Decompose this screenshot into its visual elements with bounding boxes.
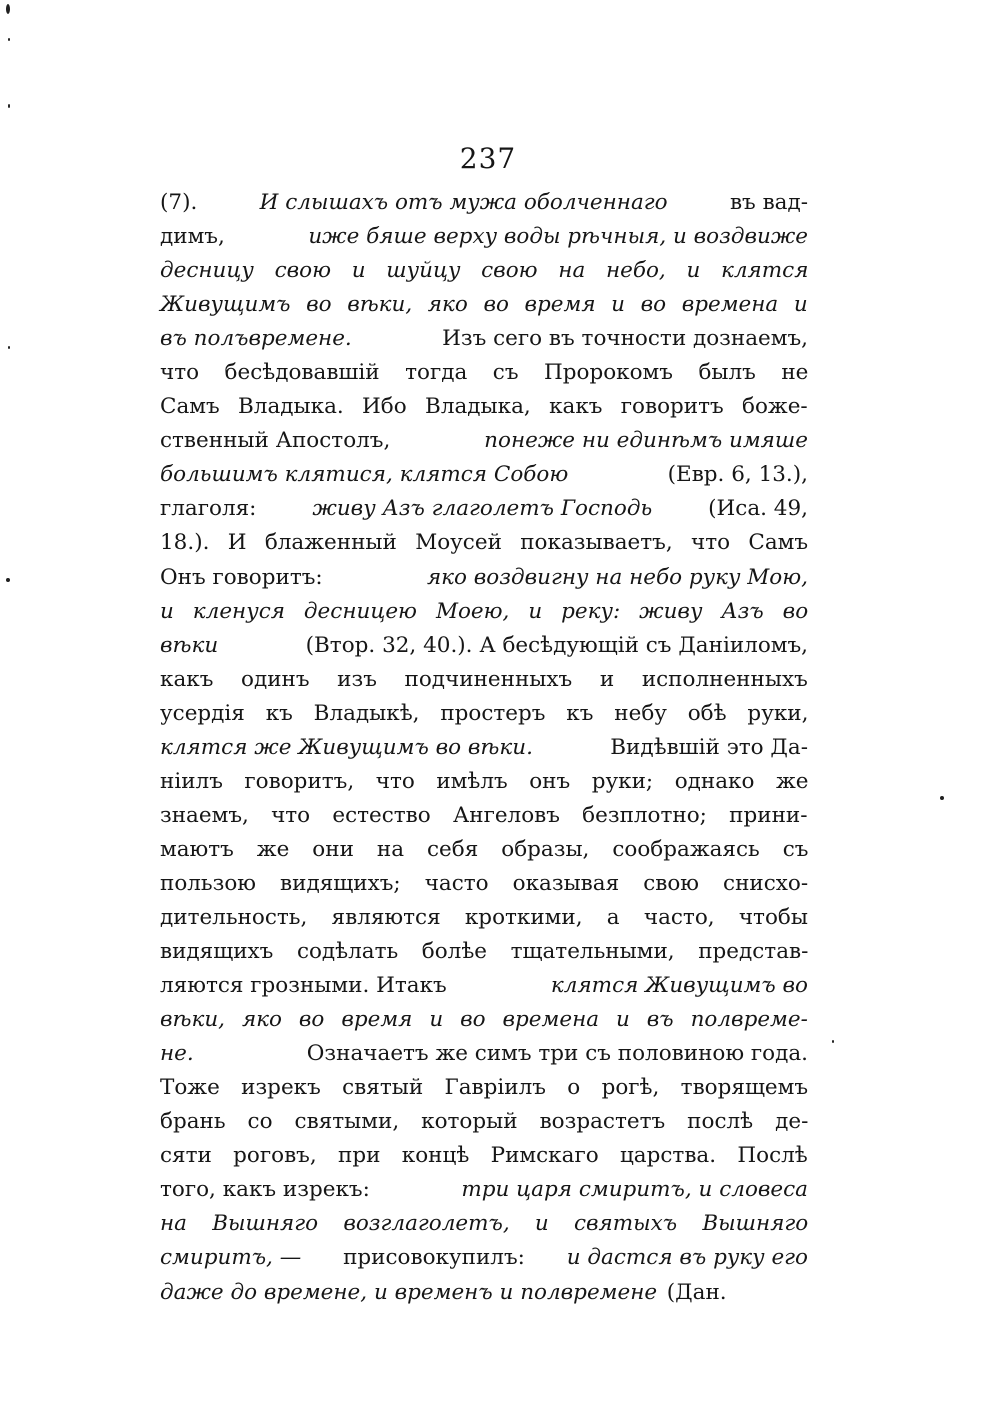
text-segment: (Евр. 6, 13.), xyxy=(667,462,808,488)
text-segment: дительность, являются кроткими, а часто, чтобы xyxy=(160,904,808,930)
italic-quote-segment: смиритъ, — xyxy=(160,1245,302,1271)
text-segment: (Дан. xyxy=(666,1279,727,1305)
text-segment: (Иса. 49, xyxy=(708,496,808,522)
text-segment: Означаетъ же симъ три съ половиною года. xyxy=(306,1041,808,1067)
text-line xyxy=(160,492,808,526)
text-segment: Онъ говоритъ: xyxy=(160,564,323,590)
scan-speck xyxy=(832,1040,834,1043)
text-segment: усердія къ Владыкѣ, простеръ къ небу обѣ руки, xyxy=(160,700,809,726)
italic-quote-segment: вѣки xyxy=(160,632,219,658)
text-line xyxy=(160,1276,808,1310)
scan-speck xyxy=(8,104,10,108)
italic-quote-segment: живу Азъ глаголетъ Господь xyxy=(312,496,653,522)
text-segment: видящихъ содѣлать болѣе тщательными, представ- xyxy=(160,939,809,965)
page-number: 237 xyxy=(459,142,517,175)
italic-quote-segment: иже бяше верху воды рѣчныя, и воздвиже xyxy=(308,224,808,250)
italic-quote-segment: яко воздвигну на небо руку Мою, xyxy=(426,564,808,590)
text-line xyxy=(160,186,808,220)
italic-quote-segment: большимъ клятися, клятся Собою xyxy=(160,462,569,488)
scan-speck xyxy=(940,796,944,800)
italic-quote-segment: въ полъвремене. xyxy=(160,326,352,352)
text-line xyxy=(160,833,808,867)
text-segment: какъ одинъ изъ подчиненныхъ и исполненныхъ xyxy=(160,666,808,692)
text-line xyxy=(160,561,808,595)
text-line xyxy=(160,765,808,799)
text-segment: ніилъ говоритъ, что имѣлъ онъ руки; однако же xyxy=(160,768,809,794)
text-segment: Тоже изрекъ святый Гавріилъ о рогѣ, творящемъ xyxy=(160,1075,809,1101)
italic-quote-segment: и дастся въ руку его xyxy=(566,1245,808,1271)
text-line xyxy=(160,595,808,629)
text-line xyxy=(160,288,808,322)
italic-quote-segment: И слышахъ отъ мужа оболченнаго xyxy=(259,190,668,215)
text-segment: того, какъ изрекъ: xyxy=(160,1177,370,1203)
text-line xyxy=(160,935,808,969)
text-segment: глаголя: xyxy=(160,496,257,522)
italic-quote-segment: клятся Живущимъ во xyxy=(550,973,808,999)
text-line xyxy=(160,526,808,560)
text-segment: пользою видящихъ; часто оказывая свою снисхо- xyxy=(160,870,809,896)
body-text xyxy=(160,186,808,1310)
text-line xyxy=(160,458,808,492)
italic-quote-segment: клятся же Живущимъ во вѣки. xyxy=(160,734,533,760)
scan-speck xyxy=(8,38,10,41)
text-line xyxy=(160,663,808,697)
text-line xyxy=(160,697,808,731)
text-line xyxy=(160,1139,808,1173)
text-segment: знаемъ, что естество Ангеловъ безплотно; прини- xyxy=(160,802,808,828)
text-line xyxy=(160,424,808,458)
italic-quote-segment: вѣки, яко во время и во времена и въ полвреме- xyxy=(160,1007,808,1033)
text-line xyxy=(160,629,808,663)
italic-quote-segment: десницу свою и шуйцу свою на небо, и клятся xyxy=(160,258,809,284)
text-line xyxy=(160,1173,808,1207)
text-line xyxy=(160,867,808,901)
text-line xyxy=(160,1241,808,1275)
text-segment: ляются грозными. Итакъ xyxy=(160,973,447,999)
text-segment: ственный Апостолъ, xyxy=(160,428,391,454)
italic-quote-segment: три царя смиритъ, и словеса xyxy=(461,1177,808,1203)
text-segment: Видѣвшій это Да- xyxy=(610,734,808,760)
text-line xyxy=(160,1207,808,1241)
text-segment: присовокупилъ: xyxy=(343,1245,525,1271)
text-segment: что бесѣдовавшій тогда съ Пророкомъ былъ не xyxy=(160,360,809,386)
text-line xyxy=(160,254,808,288)
text-segment: (Втор. 32, 40.). А бесѣдующій съ Даніиломъ, xyxy=(305,632,808,658)
text-line xyxy=(160,799,808,833)
text-line xyxy=(160,220,808,254)
italic-quote-segment: на Вышняго возглаголетъ, и святыхъ Вышняго xyxy=(160,1211,809,1237)
text-segment: маютъ же они на себя образы, соображаясь съ xyxy=(160,836,809,862)
text-segment: Изъ сего въ точности дознаемъ, xyxy=(442,326,808,352)
text-line xyxy=(160,390,808,424)
text-line xyxy=(160,1003,808,1037)
text-segment: сяти роговъ, при концѣ Римскаго царства. Послѣ xyxy=(160,1143,808,1169)
text-segment: брань со святыми, который возрастетъ послѣ де- xyxy=(160,1109,809,1135)
text-segment: Самъ Владыка. Ибо Владыка, какъ говоритъ боже- xyxy=(160,394,808,420)
text-segment: (7). xyxy=(160,190,198,215)
text-line xyxy=(160,1037,808,1071)
italic-quote-segment: не. xyxy=(160,1041,194,1067)
scan-speck xyxy=(8,346,10,349)
text-line xyxy=(160,1105,808,1139)
italic-quote-segment: понеже ни единѣмъ имяше xyxy=(484,428,808,454)
italic-quote-segment: Живущимъ во вѣки, яко во время и во времена и xyxy=(160,292,808,318)
text-segment: 18.). И блаженный Моусей показываетъ, что Самъ xyxy=(160,530,809,556)
text-segment: въ вад- xyxy=(729,190,808,215)
text-line xyxy=(160,969,808,1003)
text-line xyxy=(160,901,808,935)
text-line xyxy=(160,322,808,356)
text-segment: димъ, xyxy=(160,224,225,250)
text-line xyxy=(160,1071,808,1105)
italic-quote-segment: даже до времене, и временъ и полвремене xyxy=(160,1279,658,1305)
scan-speck xyxy=(6,578,10,582)
italic-quote-segment: и кленуся десницею Моею, и реку: живу Азъ во xyxy=(160,598,809,624)
text-line xyxy=(160,356,808,390)
scan-speck xyxy=(6,4,10,14)
text-line xyxy=(160,731,808,765)
